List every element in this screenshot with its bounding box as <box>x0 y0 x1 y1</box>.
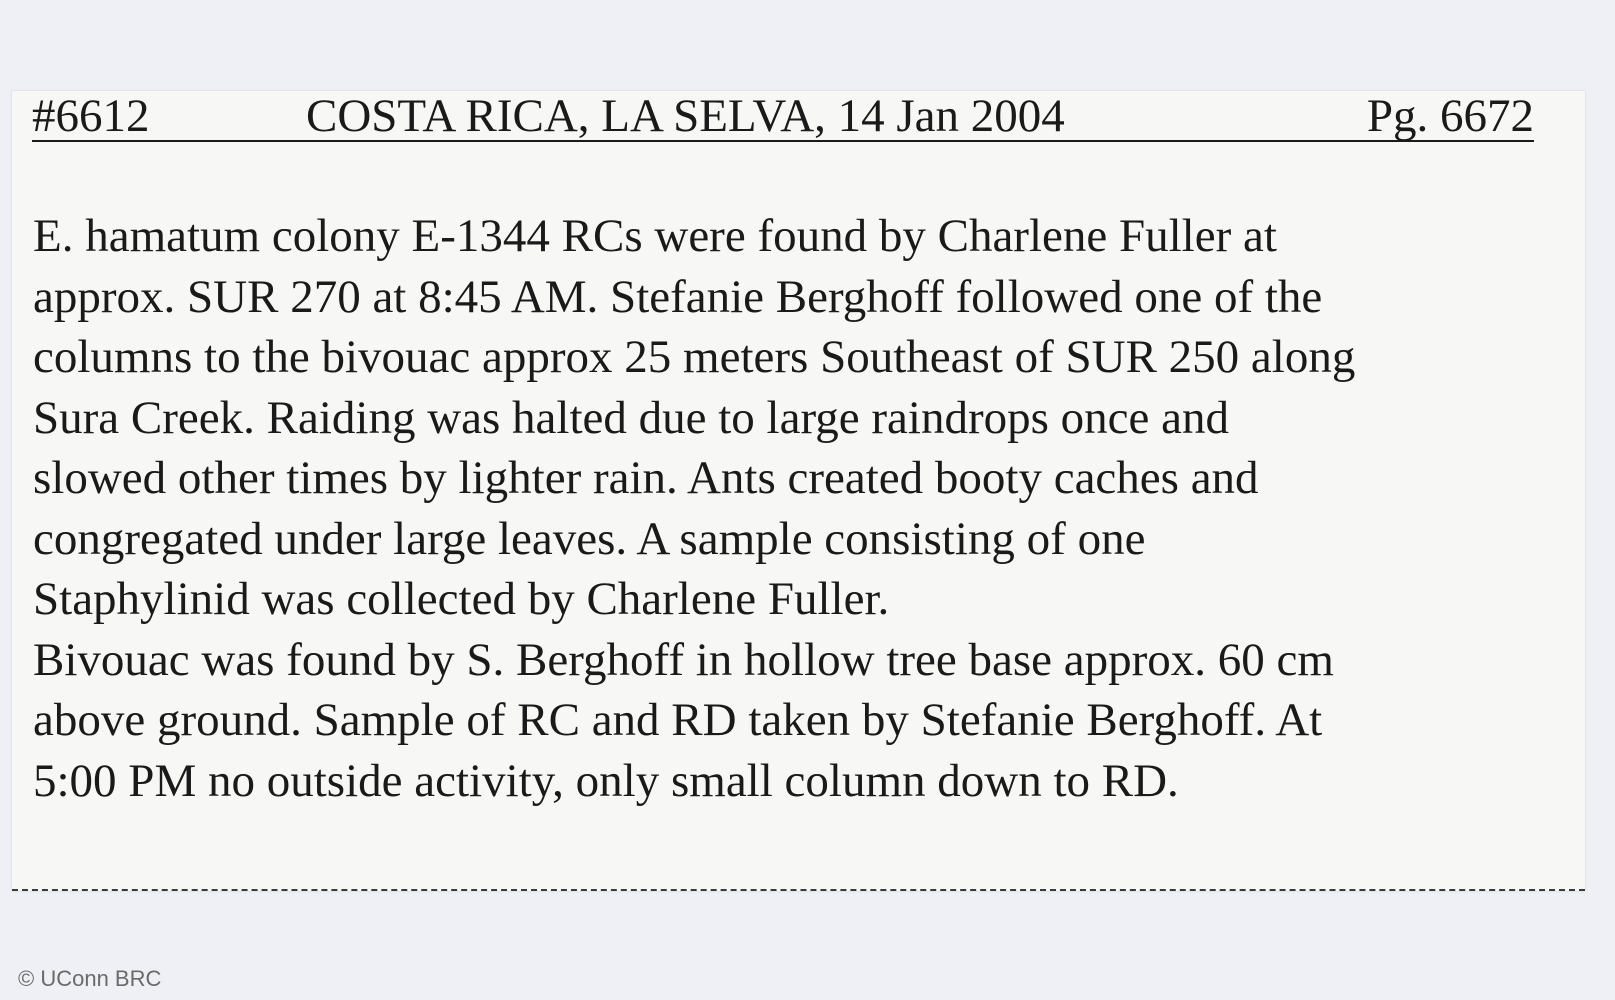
field-note-body <box>33 206 1573 811</box>
location-date: COSTA RICA, LA SELVA, 14 Jan 2004 <box>306 90 1065 142</box>
page-number: Pg. 6672 <box>1366 90 1534 142</box>
field-note-card <box>12 91 1585 891</box>
copyright-credit: © UConn BRC <box>18 966 162 991</box>
body-line-5: slowed other times by lighter rain. Ants created booty caches and <box>33 452 1259 504</box>
body-line-10: 5:00 PM no outside activity, only small column down to RD. <box>33 754 1179 807</box>
body-line-6: congregated under large leaves. A sample consisting of one <box>33 512 1146 565</box>
body-line-4: Sura Creek. Raiding was halted due to large raindrops once and <box>33 391 1229 444</box>
record-number: #6612 <box>32 90 150 142</box>
card-header <box>32 91 1534 142</box>
body-line-8: Bivouac was found by S. Berghoff in hollow tree base approx. 60 cm <box>33 633 1334 686</box>
body-line-9: above ground. Sample of RC and RD taken by Stefanie Berghoff. At <box>33 694 1323 746</box>
body-line-7: Staphylinid was collected by Charlene Fuller. <box>33 573 890 625</box>
body-line-3: columns to the bivouac approx 25 meters Southeast of SUR 250 along <box>33 331 1356 383</box>
body-line-1: E. hamatum colony E-1344 RCs were found by Charlene Fuller at <box>33 210 1277 262</box>
body-line-2: approx. SUR 270 at 8:45 AM. Stefanie Berghoff followed one of the <box>33 270 1323 323</box>
card-perforated-edge <box>12 889 1585 891</box>
